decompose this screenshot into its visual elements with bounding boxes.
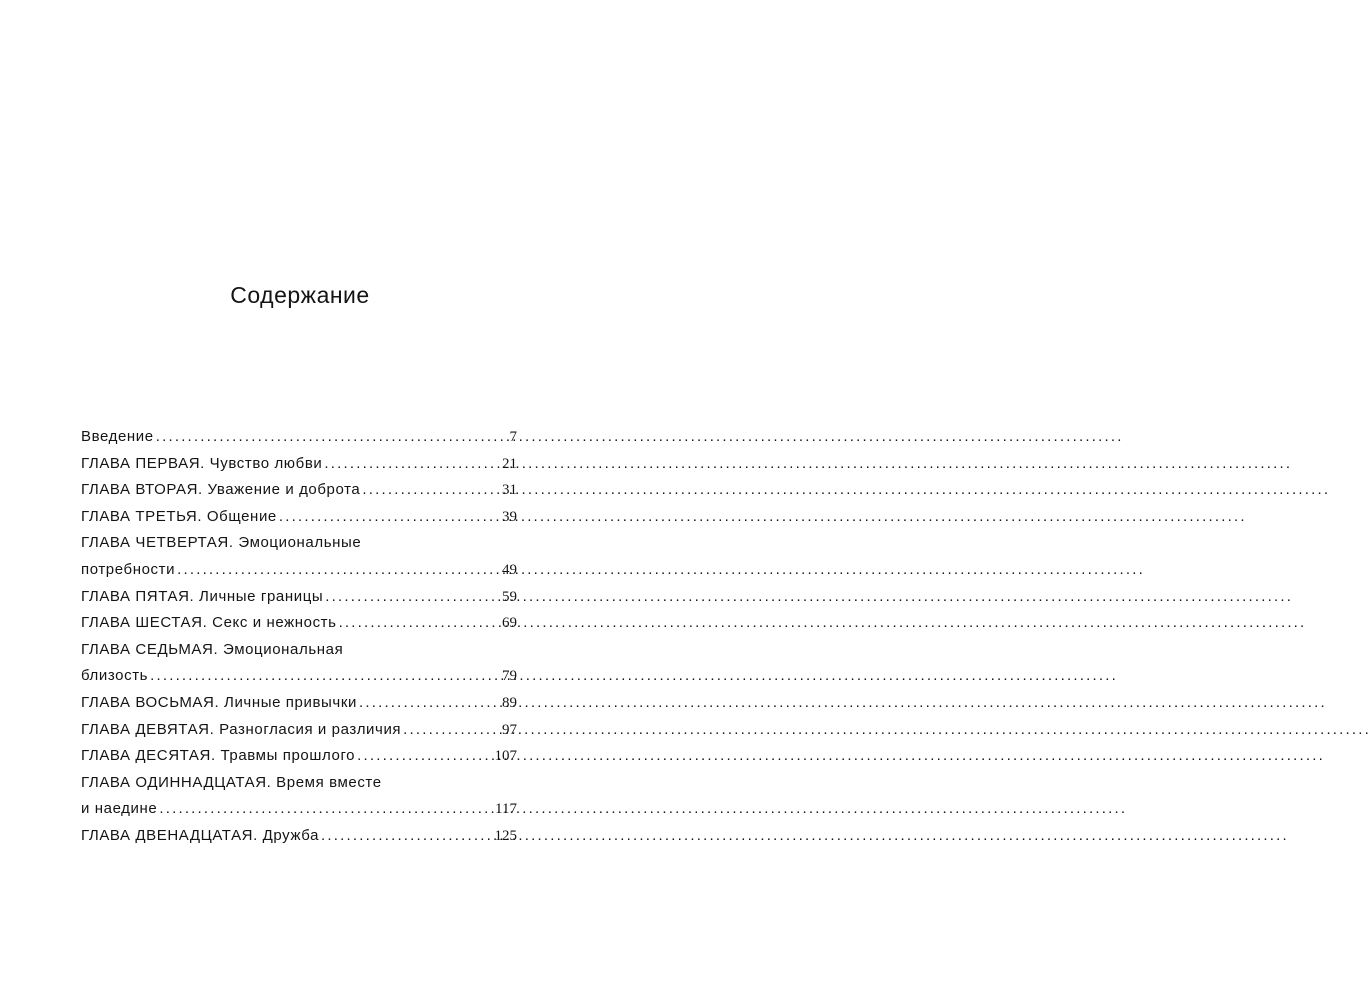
toc-entry-line (81, 424, 517, 451)
toc-dot-leader (401, 717, 502, 744)
toc-entry-line (81, 796, 517, 823)
toc-page-number: 97 (502, 721, 517, 738)
toc-entry-line (81, 823, 517, 850)
toc-entry (81, 530, 517, 583)
toc-entry (81, 770, 517, 823)
toc-entry-title: ГЛАВА ДЕВЯТАЯ. Разногласия и различия (81, 720, 402, 738)
toc-dot-leader (157, 796, 495, 823)
toc-entry (81, 584, 517, 611)
toc-page-number: 117 (495, 801, 517, 818)
toc-page-number: 31 (502, 482, 517, 499)
toc-entry-line (81, 584, 517, 611)
toc-entry (81, 424, 517, 451)
table-of-contents (81, 424, 517, 850)
toc-entry-title: близость (81, 667, 149, 685)
toc-page-number: 89 (502, 694, 517, 711)
toc-entry-line (81, 770, 517, 797)
toc-entry (81, 823, 517, 850)
page-title: Содержание (230, 282, 370, 308)
toc-entry-title: ГЛАВА ДЕСЯТАЯ. Травмы прошлого (81, 747, 356, 765)
toc-entry-line (81, 637, 517, 664)
toc-entry-line (81, 717, 517, 744)
toc-entry (81, 690, 517, 717)
toc-entry-line (81, 610, 517, 637)
toc-entry-line (81, 663, 517, 690)
toc-entry-title: потребности (81, 560, 176, 578)
toc-dot-leader (323, 584, 502, 611)
toc-entry (81, 451, 517, 478)
toc-page-number: 59 (502, 588, 517, 605)
toc-page-number: 107 (494, 748, 517, 765)
toc-entry (81, 477, 517, 504)
toc-entry-title: ГЛАВА ПЕРВАЯ. Чувство любви (81, 454, 323, 472)
toc-entry-title: ГЛАВА СЕДЬМАЯ. Эмоциональная (81, 640, 344, 658)
toc-dot-leader (322, 451, 502, 478)
toc-entry-title: ГЛАВА ШЕСТАЯ. Секс и нежность (81, 614, 337, 632)
toc-entry (81, 610, 517, 637)
toc-dot-leader (175, 557, 502, 584)
toc-entry (81, 717, 517, 744)
toc-page-number: 69 (502, 615, 517, 632)
toc-entry-line (81, 743, 517, 770)
toc-entry-title: ГЛАВА ВОСЬМАЯ. Личные привычки (81, 693, 357, 711)
toc-entry-title: и наедине (81, 800, 158, 818)
toc-dot-leader (148, 663, 502, 690)
toc-entry-title: ГЛАВА ПЯТАЯ. Личные границы (81, 587, 324, 605)
toc-dot-leader (337, 610, 502, 637)
toc-entry-title: Введение (81, 428, 154, 445)
toc-entry (81, 637, 517, 690)
toc-entry-line (81, 690, 517, 717)
toc-page-number: 49 (502, 561, 517, 578)
toc-entry-title: ГЛАВА ТРЕТЬЯ. Общение (81, 507, 277, 525)
toc-entry-line (81, 477, 517, 504)
toc-dot-leader (355, 743, 494, 770)
toc-entry-line (81, 530, 517, 557)
toc-page-number: 125 (494, 827, 517, 844)
toc-entry-line (81, 504, 517, 531)
toc-entry-line (81, 557, 517, 584)
toc-page-number: 21 (502, 455, 517, 472)
toc-dot-leader (360, 477, 502, 504)
toc-entry-title: ГЛАВА ОДИННАДЦАТАЯ. Время вместе (81, 773, 382, 791)
toc-entry (81, 743, 517, 770)
toc-dot-leader (154, 424, 510, 451)
toc-page-number: 79 (502, 668, 517, 685)
toc-entry-title: ГЛАВА ВТОРАЯ. Уважение и доброта (81, 481, 361, 499)
toc-entry-title: ГЛАВА ЧЕТВЕРТАЯ. Эмоциональные (81, 534, 362, 552)
toc-page-number: 7 (509, 429, 517, 445)
toc-dot-leader (277, 504, 502, 531)
toc-dot-leader (319, 823, 494, 850)
toc-dot-leader (357, 690, 502, 717)
toc-entry (81, 504, 517, 531)
toc-entry-title: ГЛАВА ДВЕНАДЦАТАЯ. Дружба (81, 826, 320, 844)
toc-entry-line (81, 451, 517, 478)
toc-page-number: 39 (502, 508, 517, 525)
